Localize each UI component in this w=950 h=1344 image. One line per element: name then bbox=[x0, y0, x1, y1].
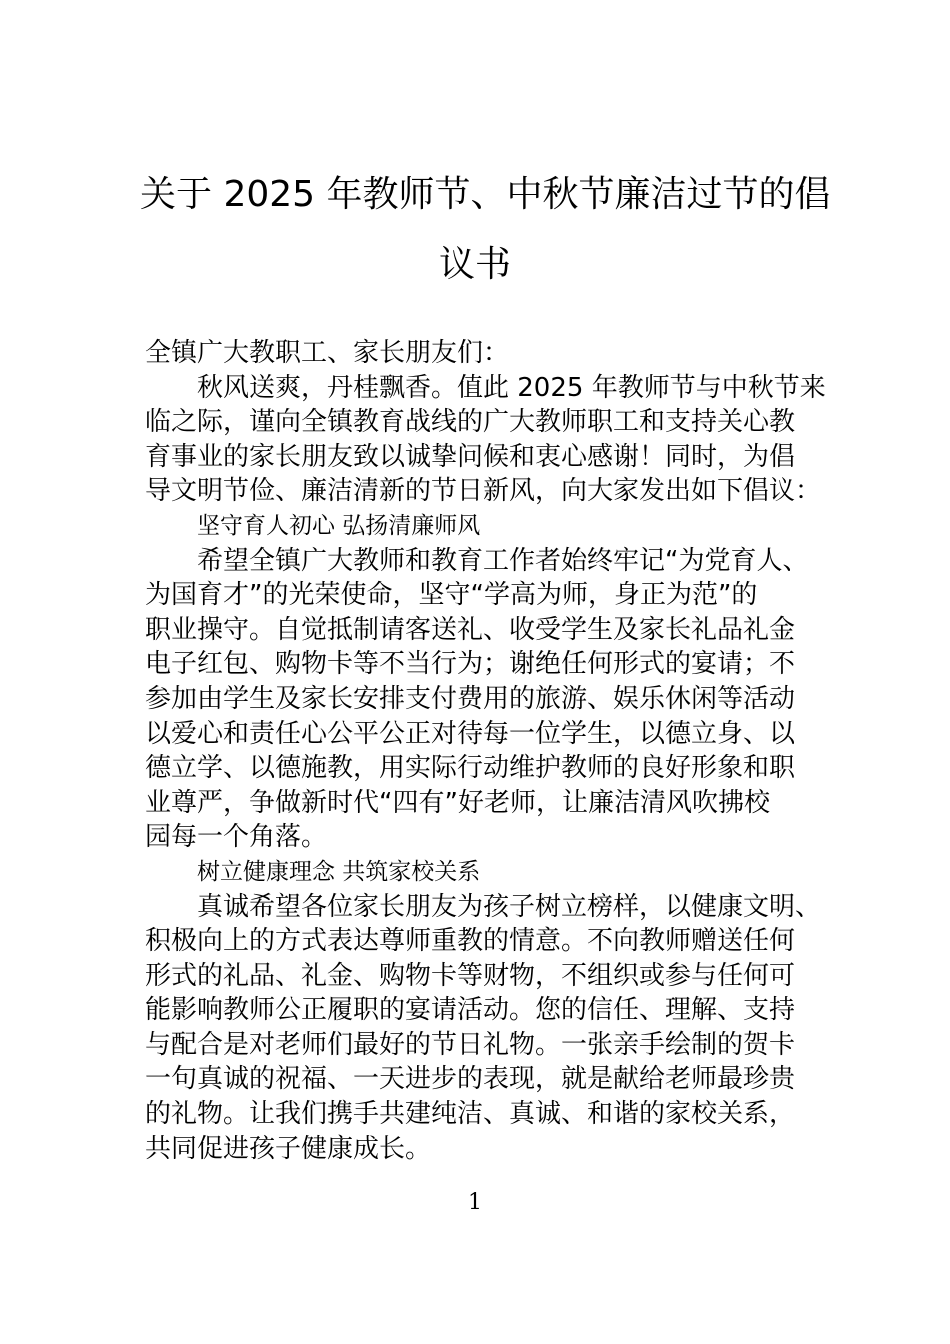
page-number: 1 bbox=[468, 1190, 482, 1215]
body-line: 与配合是对老师们最好的节日礼物。一张亲手绘制的贺卡 bbox=[145, 1029, 796, 1060]
body-line: 积极向上的方式表达尊师重教的情意。不向教师赠送任何 bbox=[145, 926, 796, 957]
body-line: 以爱心和责任心公平公正对待每一位学生，以德立身、以 bbox=[145, 718, 796, 749]
body-line: 德立学、以德施教，用实际行动维护教师的良好形象和职 bbox=[145, 753, 796, 784]
body-line: 职业操守。自觉抵制请客送礼、收受学生及家长礼品礼金 bbox=[145, 614, 796, 645]
body-line: 全镇广大教职工、家长朋友们： bbox=[145, 338, 510, 368]
body-line: 能影响教师公正履职的宴请活动。您的信任、理解、支持 bbox=[145, 995, 796, 1026]
body-line: 为国育才”的光荣使命，坚守“学高为师，身正为范”的 bbox=[145, 580, 758, 611]
document-body bbox=[145, 336, 825, 1166]
body-line: 园每一个角落。 bbox=[145, 822, 328, 853]
document-title-line-1: 关于 2025 年教师节、中秋节廉洁过节的倡 bbox=[140, 174, 831, 215]
body-line: 一句真诚的祝福、一天进步的表现，就是献给老师最珍贵 bbox=[145, 1064, 796, 1095]
body-line: 业尊严，争做新时代“四有”好老师，让廉洁清风吹拂校 bbox=[145, 787, 770, 818]
body-line: 参加由学生及家长安排支付费用的旅游、娱乐休闲等活动 bbox=[145, 683, 796, 714]
body-line: 希望全镇广大教师和教育工作者始终牢记“为党育人、 bbox=[197, 545, 809, 576]
body-line: 共同促进孩子健康成长。 bbox=[145, 1133, 432, 1164]
body-line: 形式的礼品、礼金、购物卡等财物，不组织或参与任何可 bbox=[145, 960, 796, 991]
body-line: 电子红包、购物卡等不当行为；谢绝任何形式的宴请；不 bbox=[145, 649, 796, 680]
body-line: 临之际，谨向全镇教育战线的广大教师职工和支持关心教 bbox=[145, 407, 796, 438]
body-line: 导文明节俭、廉洁清新的节日新风，向大家发出如下倡议： bbox=[145, 476, 822, 507]
document-title-line-2: 议书 bbox=[438, 244, 511, 285]
section-heading: 坚守育人初心 弘扬清廉师风 bbox=[197, 512, 481, 539]
section-heading: 树立健康理念 共筑家校关系 bbox=[197, 858, 481, 885]
body-line: 育事业的家长朋友致以诚挚问候和衷心感谢！同时，为倡 bbox=[145, 441, 796, 472]
body-line: 真诚希望各位家长朋友为孩子树立榜样，以健康文明、 bbox=[197, 891, 822, 922]
body-line: 的礼物。让我们携手共建纯洁、真诚、和谐的家校关系， bbox=[145, 1099, 796, 1130]
body-line: 秋风送爽，丹桂飘香。值此 2025 年教师节与中秋节来 bbox=[197, 372, 826, 403]
